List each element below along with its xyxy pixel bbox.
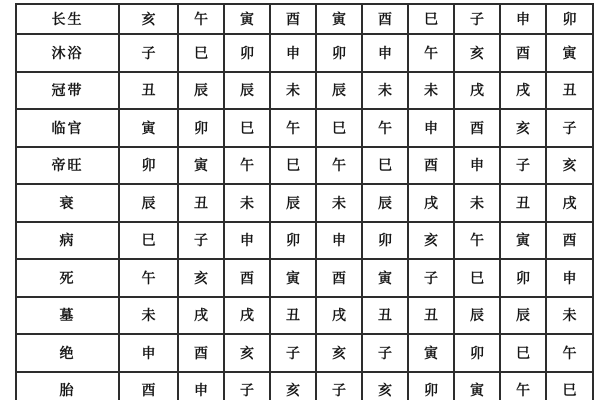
- branch-cell: 酉: [454, 109, 500, 147]
- stage-label-cell: 病: [16, 222, 119, 260]
- branch-cell: 巳: [454, 259, 500, 297]
- stage-label-cell: 冠带: [16, 72, 119, 110]
- branch-cell: 午: [119, 259, 178, 297]
- branch-cell: 亥: [119, 4, 178, 34]
- branch-cell: 未: [362, 72, 408, 110]
- table-row: [16, 222, 593, 260]
- branch-cell: 辰: [362, 184, 408, 222]
- branch-cell: 午: [362, 109, 408, 147]
- stage-label-cell: 死: [16, 259, 119, 297]
- branch-cell: 丑: [408, 297, 454, 335]
- branch-cell: 寅: [454, 372, 500, 400]
- branch-cell: 辰: [119, 184, 178, 222]
- branch-cell: 戌: [454, 72, 500, 110]
- branch-cell: 未: [316, 184, 362, 222]
- branch-cell: 巳: [362, 147, 408, 185]
- table-row: [16, 4, 593, 34]
- branch-cell: 寅: [500, 222, 546, 260]
- branch-cell: 申: [224, 222, 270, 260]
- branch-cell: 寅: [119, 109, 178, 147]
- branch-cell: 子: [178, 222, 224, 260]
- branch-cell: 亥: [546, 147, 593, 185]
- branch-cell: 午: [546, 334, 593, 372]
- branch-cell: 辰: [270, 184, 316, 222]
- stage-label-cell: 临官: [16, 109, 119, 147]
- stage-label-cell: 墓: [16, 297, 119, 335]
- branch-cell: 申: [408, 109, 454, 147]
- branch-cell: 丑: [119, 72, 178, 110]
- branch-cell: 卯: [178, 109, 224, 147]
- branch-cell: 寅: [362, 259, 408, 297]
- branch-cell: 申: [316, 222, 362, 260]
- table-row: [16, 297, 593, 335]
- branch-cell: 午: [316, 147, 362, 185]
- branch-cell: 戌: [178, 297, 224, 335]
- branch-cell: 午: [224, 147, 270, 185]
- table-row: [16, 72, 593, 110]
- branch-cell: 寅: [178, 147, 224, 185]
- branch-cell: 午: [454, 222, 500, 260]
- branch-cell: 卯: [270, 222, 316, 260]
- branch-cell: 亥: [270, 372, 316, 400]
- branch-cell: 巳: [408, 4, 454, 34]
- branch-cell: 巳: [546, 372, 593, 400]
- branch-cell: 卯: [316, 34, 362, 72]
- branch-cell: 亥: [224, 334, 270, 372]
- branch-cell: 酉: [546, 222, 593, 260]
- stage-label-cell: 长生: [16, 4, 119, 34]
- branch-cell: 辰: [454, 297, 500, 335]
- branch-cell: 寅: [224, 4, 270, 34]
- branch-cell: 酉: [316, 259, 362, 297]
- branch-cell: 寅: [408, 334, 454, 372]
- branch-cell: 酉: [178, 334, 224, 372]
- branch-cell: 亥: [408, 222, 454, 260]
- branch-cell: 卯: [546, 4, 593, 34]
- branch-cell: 卯: [119, 147, 178, 185]
- table-row: [16, 34, 593, 72]
- branch-cell: 子: [500, 147, 546, 185]
- table-row: [16, 372, 593, 400]
- stage-label-cell: 沐浴: [16, 34, 119, 72]
- branch-cell: 酉: [362, 4, 408, 34]
- branch-cell: 辰: [224, 72, 270, 110]
- branch-cell: 巳: [500, 334, 546, 372]
- branch-cell: 子: [546, 109, 593, 147]
- branch-cell: 丑: [270, 297, 316, 335]
- branch-cell: 午: [408, 34, 454, 72]
- branch-cell: 酉: [408, 147, 454, 185]
- branch-cell: 戌: [316, 297, 362, 335]
- branch-cell: 亥: [316, 334, 362, 372]
- branch-cell: 子: [316, 372, 362, 400]
- stage-label-cell: 帝旺: [16, 147, 119, 185]
- stage-label-cell: 绝: [16, 334, 119, 372]
- branch-cell: 丑: [500, 184, 546, 222]
- branch-cell: 辰: [316, 72, 362, 110]
- branch-cell: 亥: [454, 34, 500, 72]
- branch-cell: 子: [454, 4, 500, 34]
- table-row: [16, 334, 593, 372]
- branch-cell: 申: [546, 259, 593, 297]
- table-row: [16, 147, 593, 185]
- table-body: [16, 4, 593, 400]
- branch-cell: 未: [454, 184, 500, 222]
- branch-cell: 午: [270, 109, 316, 147]
- stage-label-cell: 衰: [16, 184, 119, 222]
- branch-cell: 亥: [178, 259, 224, 297]
- branch-cell: 酉: [270, 4, 316, 34]
- branch-cell: 子: [119, 34, 178, 72]
- branch-cell: 辰: [500, 297, 546, 335]
- branch-cell: 卯: [500, 259, 546, 297]
- branch-cell: 未: [270, 72, 316, 110]
- branch-cell: 辰: [178, 72, 224, 110]
- branch-cell: 未: [408, 72, 454, 110]
- stage-label-cell: 胎: [16, 372, 119, 400]
- branch-cell: 戌: [224, 297, 270, 335]
- branch-cell: 卯: [454, 334, 500, 372]
- branch-cell: 巳: [316, 109, 362, 147]
- branch-cell: 申: [178, 372, 224, 400]
- branch-cell: 卯: [224, 34, 270, 72]
- branch-cell: 戌: [408, 184, 454, 222]
- branch-cell: 申: [119, 334, 178, 372]
- branch-cell: 申: [500, 4, 546, 34]
- branch-cell: 寅: [316, 4, 362, 34]
- branch-cell: 申: [454, 147, 500, 185]
- branch-cell: 戌: [546, 184, 593, 222]
- branch-cell: 丑: [178, 184, 224, 222]
- branch-cell: 巳: [224, 109, 270, 147]
- branch-cell: 酉: [224, 259, 270, 297]
- table-row: [16, 259, 593, 297]
- branch-cell: 卯: [408, 372, 454, 400]
- branch-cell: 未: [546, 297, 593, 335]
- branch-cell: 丑: [362, 297, 408, 335]
- table-row: [16, 109, 593, 147]
- branch-cell: 戌: [500, 72, 546, 110]
- branch-cell: 子: [408, 259, 454, 297]
- branch-cell: 巳: [178, 34, 224, 72]
- branch-cell: 未: [119, 297, 178, 335]
- table-row: [16, 184, 593, 222]
- branch-cell: 申: [270, 34, 316, 72]
- branch-cell: 亥: [362, 372, 408, 400]
- branch-cell: 寅: [270, 259, 316, 297]
- branch-cell: 巳: [119, 222, 178, 260]
- branch-cell: 巳: [270, 147, 316, 185]
- branch-cell: 子: [270, 334, 316, 372]
- branch-cell: 申: [362, 34, 408, 72]
- branch-cell: 卯: [362, 222, 408, 260]
- branch-cell: 午: [500, 372, 546, 400]
- branch-cell: 亥: [500, 109, 546, 147]
- branch-cell: 酉: [500, 34, 546, 72]
- life-stages-table: [15, 3, 594, 400]
- branch-cell: 午: [178, 4, 224, 34]
- branch-cell: 寅: [546, 34, 593, 72]
- branch-cell: 丑: [546, 72, 593, 110]
- branch-cell: 子: [224, 372, 270, 400]
- branch-cell: 子: [362, 334, 408, 372]
- branch-cell: 未: [224, 184, 270, 222]
- branch-cell: 酉: [119, 372, 178, 400]
